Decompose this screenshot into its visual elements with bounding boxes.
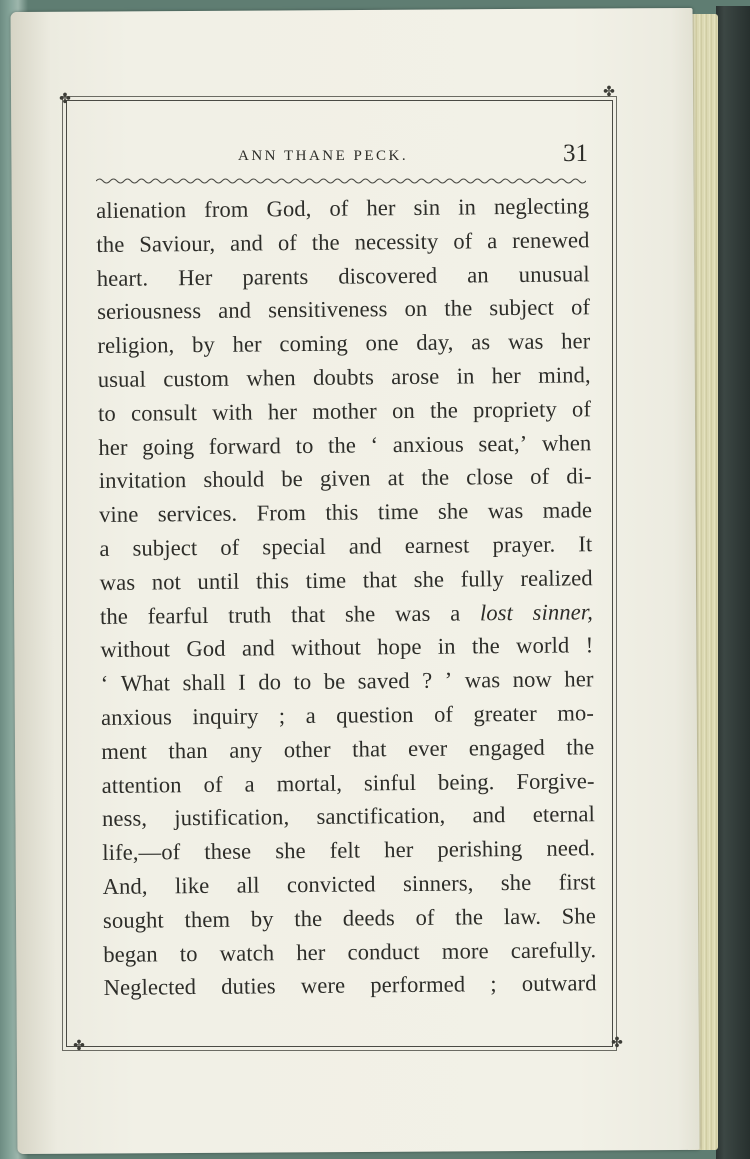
text-line: sought them by the deeds of the law. She — [102, 902, 597, 933]
fleuron-icon: ✤ — [603, 85, 615, 100]
text-line: life,—of these she felt her perishing need. — [102, 835, 596, 866]
text-line: was not until this time that she fully realized — [99, 565, 593, 595]
text-line: ment than any other that ever engaged the — [101, 733, 595, 764]
fleuron-icon: ✤ — [59, 92, 71, 107]
text-line: heart. Her parents discovered an unusual — [96, 260, 590, 291]
wavy-rule — [96, 176, 586, 186]
fleuron-icon: ✤ — [611, 1036, 623, 1051]
text-line: seriousness and sensitiveness on the subject of — [97, 294, 591, 325]
text-line: ‘ What shall I do to be saved ? ’ was now her — [100, 666, 594, 697]
text-line: vine services. From this time she was made — [98, 497, 593, 528]
text-line: without God and without hope in the world ! — [100, 632, 594, 663]
text-line: to consult with her mother on the propriety of — [97, 396, 592, 426]
page-number: 31 — [563, 140, 588, 167]
book-cover — [716, 6, 750, 1159]
body-text — [96, 189, 597, 1005]
text-line: alienation from God, of her sin in neglecting — [96, 193, 590, 223]
page-header — [90, 140, 590, 176]
text-line: usual custom when doubts arose in her mind, — [97, 362, 591, 392]
text-line: the Saviour, and of the necessity of a renewed — [96, 227, 590, 257]
text-line: attention of a mortal, sinful being. Forgive- — [101, 767, 595, 798]
running-title: ANN THANE PECK. — [238, 148, 409, 164]
text-line: her going forward to the ‘ anxious seat,’ when — [98, 429, 592, 460]
text-line: the fearful truth that she was a lost sinner, — [99, 598, 594, 629]
text-line: And, like all convicted sinners, she first — [102, 869, 596, 899]
text-line: began to watch her conduct more carefully. — [103, 936, 597, 967]
fleuron-icon: ✤ — [73, 1039, 85, 1054]
text-line: invitation should be given at the close of di- — [98, 463, 592, 494]
text-line: religion, by her coming one day, as was her — [97, 328, 591, 359]
text-line: ness, justification, sanctification, and eternal — [101, 801, 596, 832]
text-line: anxious inquiry ; a question of greater mo- — [100, 700, 595, 730]
text-line: a subject of special and earnest prayer. It — [99, 531, 593, 561]
text-line: Neglected duties were performed ; outward — [103, 970, 597, 1001]
